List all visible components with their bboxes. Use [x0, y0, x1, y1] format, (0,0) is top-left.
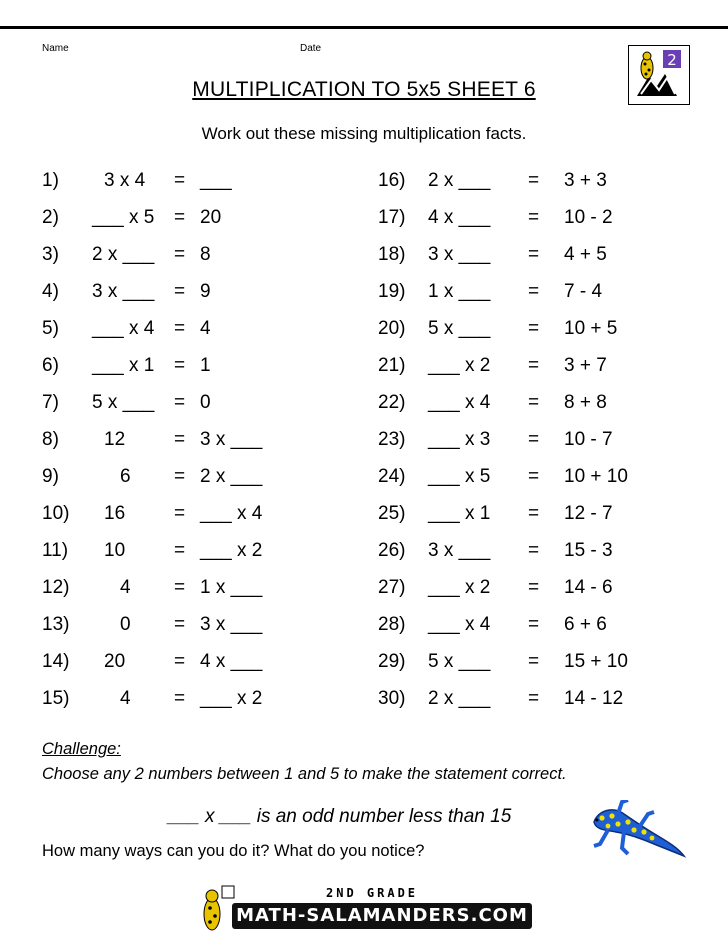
question-left-side: ___ x 1 [92, 355, 155, 376]
equals-sign: = [174, 355, 186, 376]
question-row [42, 427, 342, 453]
date-label: Date [300, 43, 322, 54]
question-right-side: 10 - 7 [564, 429, 613, 450]
question-right-side: 20 [200, 207, 222, 228]
equals-sign: = [174, 577, 186, 598]
question-row [42, 390, 342, 416]
equals-sign: = [174, 466, 186, 487]
question-number: 30) [378, 688, 406, 709]
question-row [42, 501, 342, 527]
question-row [378, 316, 678, 342]
question-row [378, 649, 678, 675]
question-number: 8) [42, 429, 59, 450]
question-right-side: 2 x ___ [200, 466, 263, 487]
equals-sign: = [174, 614, 186, 635]
question-number: 9) [42, 466, 59, 487]
question-number: 16) [378, 170, 406, 191]
page-title: MULTIPLICATION TO 5x5 SHEET 6 [192, 78, 536, 101]
question-number: 10) [42, 503, 70, 524]
question-right-side: 4 [200, 318, 211, 339]
question-row [378, 242, 678, 268]
question-left-side: ___ x 1 [428, 503, 491, 524]
question-left-side: ___ x 4 [92, 318, 155, 339]
question-right-side: 0 [200, 392, 211, 413]
question-left-side: 5 x ___ [92, 392, 155, 413]
challenge-heading: Challenge: [42, 740, 121, 758]
question-left-side: 3 x ___ [428, 540, 491, 561]
equals-sign: = [528, 651, 540, 672]
question-left-side: 2 x ___ [428, 170, 491, 191]
question-row [378, 427, 678, 453]
question-row [378, 538, 678, 564]
question-row [42, 279, 342, 305]
question-row [42, 464, 342, 490]
question-right-side: 3 + 7 [564, 355, 607, 376]
question-left-side: ___ x 2 [428, 355, 491, 376]
equals-sign: = [528, 392, 540, 413]
question-right-side: 3 + 3 [564, 170, 607, 191]
question-right-side: 10 + 5 [564, 318, 618, 339]
equals-sign: = [528, 281, 540, 302]
question-left-side: 16 [104, 503, 126, 524]
question-left-side: 4 x ___ [428, 207, 491, 228]
challenge-text: Choose any 2 numbers between 1 and 5 to make the statement correct. [42, 765, 567, 783]
question-left-side: ___ x 2 [428, 577, 491, 598]
question-right-side: ___ x 2 [200, 540, 263, 561]
question-number: 13) [42, 614, 70, 635]
question-right-side: 10 - 2 [564, 207, 613, 228]
question-number: 25) [378, 503, 406, 524]
equals-sign: = [528, 466, 540, 487]
footer-grade: 2ND GRADE [326, 886, 419, 900]
question-right-side: ___ x 4 [200, 503, 263, 524]
equals-sign: = [174, 281, 186, 302]
equals-sign: = [174, 392, 186, 413]
question-left-side: 3 x ___ [428, 244, 491, 265]
equals-sign: = [174, 429, 186, 450]
question-left-side: 5 x ___ [428, 651, 491, 672]
question-right-side: 8 + 8 [564, 392, 607, 413]
question-number: 2) [42, 207, 59, 228]
question-left-side: 2 x ___ [92, 244, 155, 265]
question-right-side: 15 + 10 [564, 651, 628, 672]
footer-site-name: MATH-SALAMANDERS.COM [236, 905, 528, 926]
question-row [42, 686, 342, 712]
salamander-illustration [588, 800, 688, 862]
question-left-side: ___ x 3 [428, 429, 491, 450]
question-right-side: 8 [200, 244, 211, 265]
question-left-side: 3 x 4 [104, 170, 146, 191]
instructions: Work out these missing multiplication facts. [201, 124, 527, 143]
question-left-side: 20 [104, 651, 126, 672]
challenge-question: How many ways can you do it? What do you notice? [42, 842, 425, 860]
equals-sign: = [528, 318, 540, 339]
question-left-side: 6 [120, 466, 131, 487]
question-row [378, 205, 678, 231]
question-number: 24) [378, 466, 406, 487]
question-right-side: ___ [200, 170, 232, 191]
equals-sign: = [174, 540, 186, 561]
equals-sign: = [528, 540, 540, 561]
question-row [42, 353, 342, 379]
question-row [42, 168, 342, 194]
name-label: Name [42, 43, 69, 54]
question-left-side: ___ x 4 [428, 392, 491, 413]
question-number: 21) [378, 355, 406, 376]
question-number: 12) [42, 577, 70, 598]
question-left-side: 4 [120, 577, 131, 598]
question-right-side: 10 + 10 [564, 466, 628, 487]
equals-sign: = [174, 244, 186, 265]
question-number: 7) [42, 392, 59, 413]
question-row [42, 575, 342, 601]
equals-sign: = [174, 170, 186, 191]
question-number: 15) [42, 688, 70, 709]
question-number: 4) [42, 281, 59, 302]
question-number: 17) [378, 207, 406, 228]
question-left-side: ___ x 5 [92, 207, 155, 228]
question-number: 18) [378, 244, 406, 265]
question-right-side: 14 - 12 [564, 688, 624, 709]
question-right-side: 1 [200, 355, 211, 376]
equals-sign: = [528, 429, 540, 450]
equals-sign: = [528, 614, 540, 635]
question-row [378, 279, 678, 305]
question-row [42, 538, 342, 564]
equals-sign: = [174, 688, 186, 709]
equals-sign: = [528, 688, 540, 709]
question-left-side: ___ x 5 [428, 466, 491, 487]
equals-sign: = [528, 503, 540, 524]
question-number: 1) [42, 170, 59, 191]
question-row [42, 649, 342, 675]
top-rule [0, 26, 728, 29]
question-right-side: 3 x ___ [200, 614, 263, 635]
question-number: 28) [378, 614, 406, 635]
question-right-side: ___ x 2 [200, 688, 263, 709]
question-row [378, 353, 678, 379]
question-right-side: 4 x ___ [200, 651, 263, 672]
equals-sign: = [528, 170, 540, 191]
question-number: 27) [378, 577, 406, 598]
question-row [378, 464, 678, 490]
equals-sign: = [174, 207, 186, 228]
question-left-side: 12 [104, 429, 126, 450]
question-row [42, 205, 342, 231]
question-left-side: 0 [120, 614, 131, 635]
question-left-side: 1 x ___ [428, 281, 491, 302]
question-number: 20) [378, 318, 406, 339]
question-row [378, 612, 678, 638]
question-row [378, 168, 678, 194]
question-right-side: 12 - 7 [564, 503, 613, 524]
equals-sign: = [528, 207, 540, 228]
question-number: 22) [378, 392, 406, 413]
question-number: 11) [42, 540, 69, 561]
question-right-side: 3 x ___ [200, 429, 263, 450]
question-left-side: 5 x ___ [428, 318, 491, 339]
question-row [42, 242, 342, 268]
question-right-side: 9 [200, 281, 211, 302]
question-row [378, 686, 678, 712]
question-left-side: 2 x ___ [428, 688, 491, 709]
question-number: 3) [42, 244, 59, 265]
question-number: 29) [378, 651, 406, 672]
question-right-side: 4 + 5 [564, 244, 607, 265]
equals-sign: = [174, 503, 186, 524]
equals-sign: = [174, 651, 186, 672]
question-row [42, 612, 342, 638]
question-left-side: ___ x 4 [428, 614, 491, 635]
question-row [378, 390, 678, 416]
question-right-side: 6 + 6 [564, 614, 607, 635]
question-row [378, 501, 678, 527]
question-right-side: 7 - 4 [564, 281, 603, 302]
question-left-side: 4 [120, 688, 131, 709]
question-right-side: 15 - 3 [564, 540, 613, 561]
challenge-statement: ___ x ___ is an odd number less than 15 [168, 806, 512, 827]
question-number: 5) [42, 318, 59, 339]
logo-digit: 2 [667, 51, 677, 69]
question-number: 26) [378, 540, 406, 561]
question-left-side: 3 x ___ [92, 281, 155, 302]
question-right-side: 14 - 6 [564, 577, 613, 598]
question-row [378, 575, 678, 601]
question-number: 19) [378, 281, 406, 302]
question-number: 6) [42, 355, 59, 376]
footer-brand-bar [232, 903, 532, 929]
question-number: 23) [378, 429, 406, 450]
equals-sign: = [174, 318, 186, 339]
question-row [42, 316, 342, 342]
question-number: 14) [42, 651, 70, 672]
question-right-side: 1 x ___ [200, 577, 263, 598]
question-left-side: 10 [104, 540, 126, 561]
equals-sign: = [528, 244, 540, 265]
equals-sign: = [528, 577, 540, 598]
equals-sign: = [528, 355, 540, 376]
